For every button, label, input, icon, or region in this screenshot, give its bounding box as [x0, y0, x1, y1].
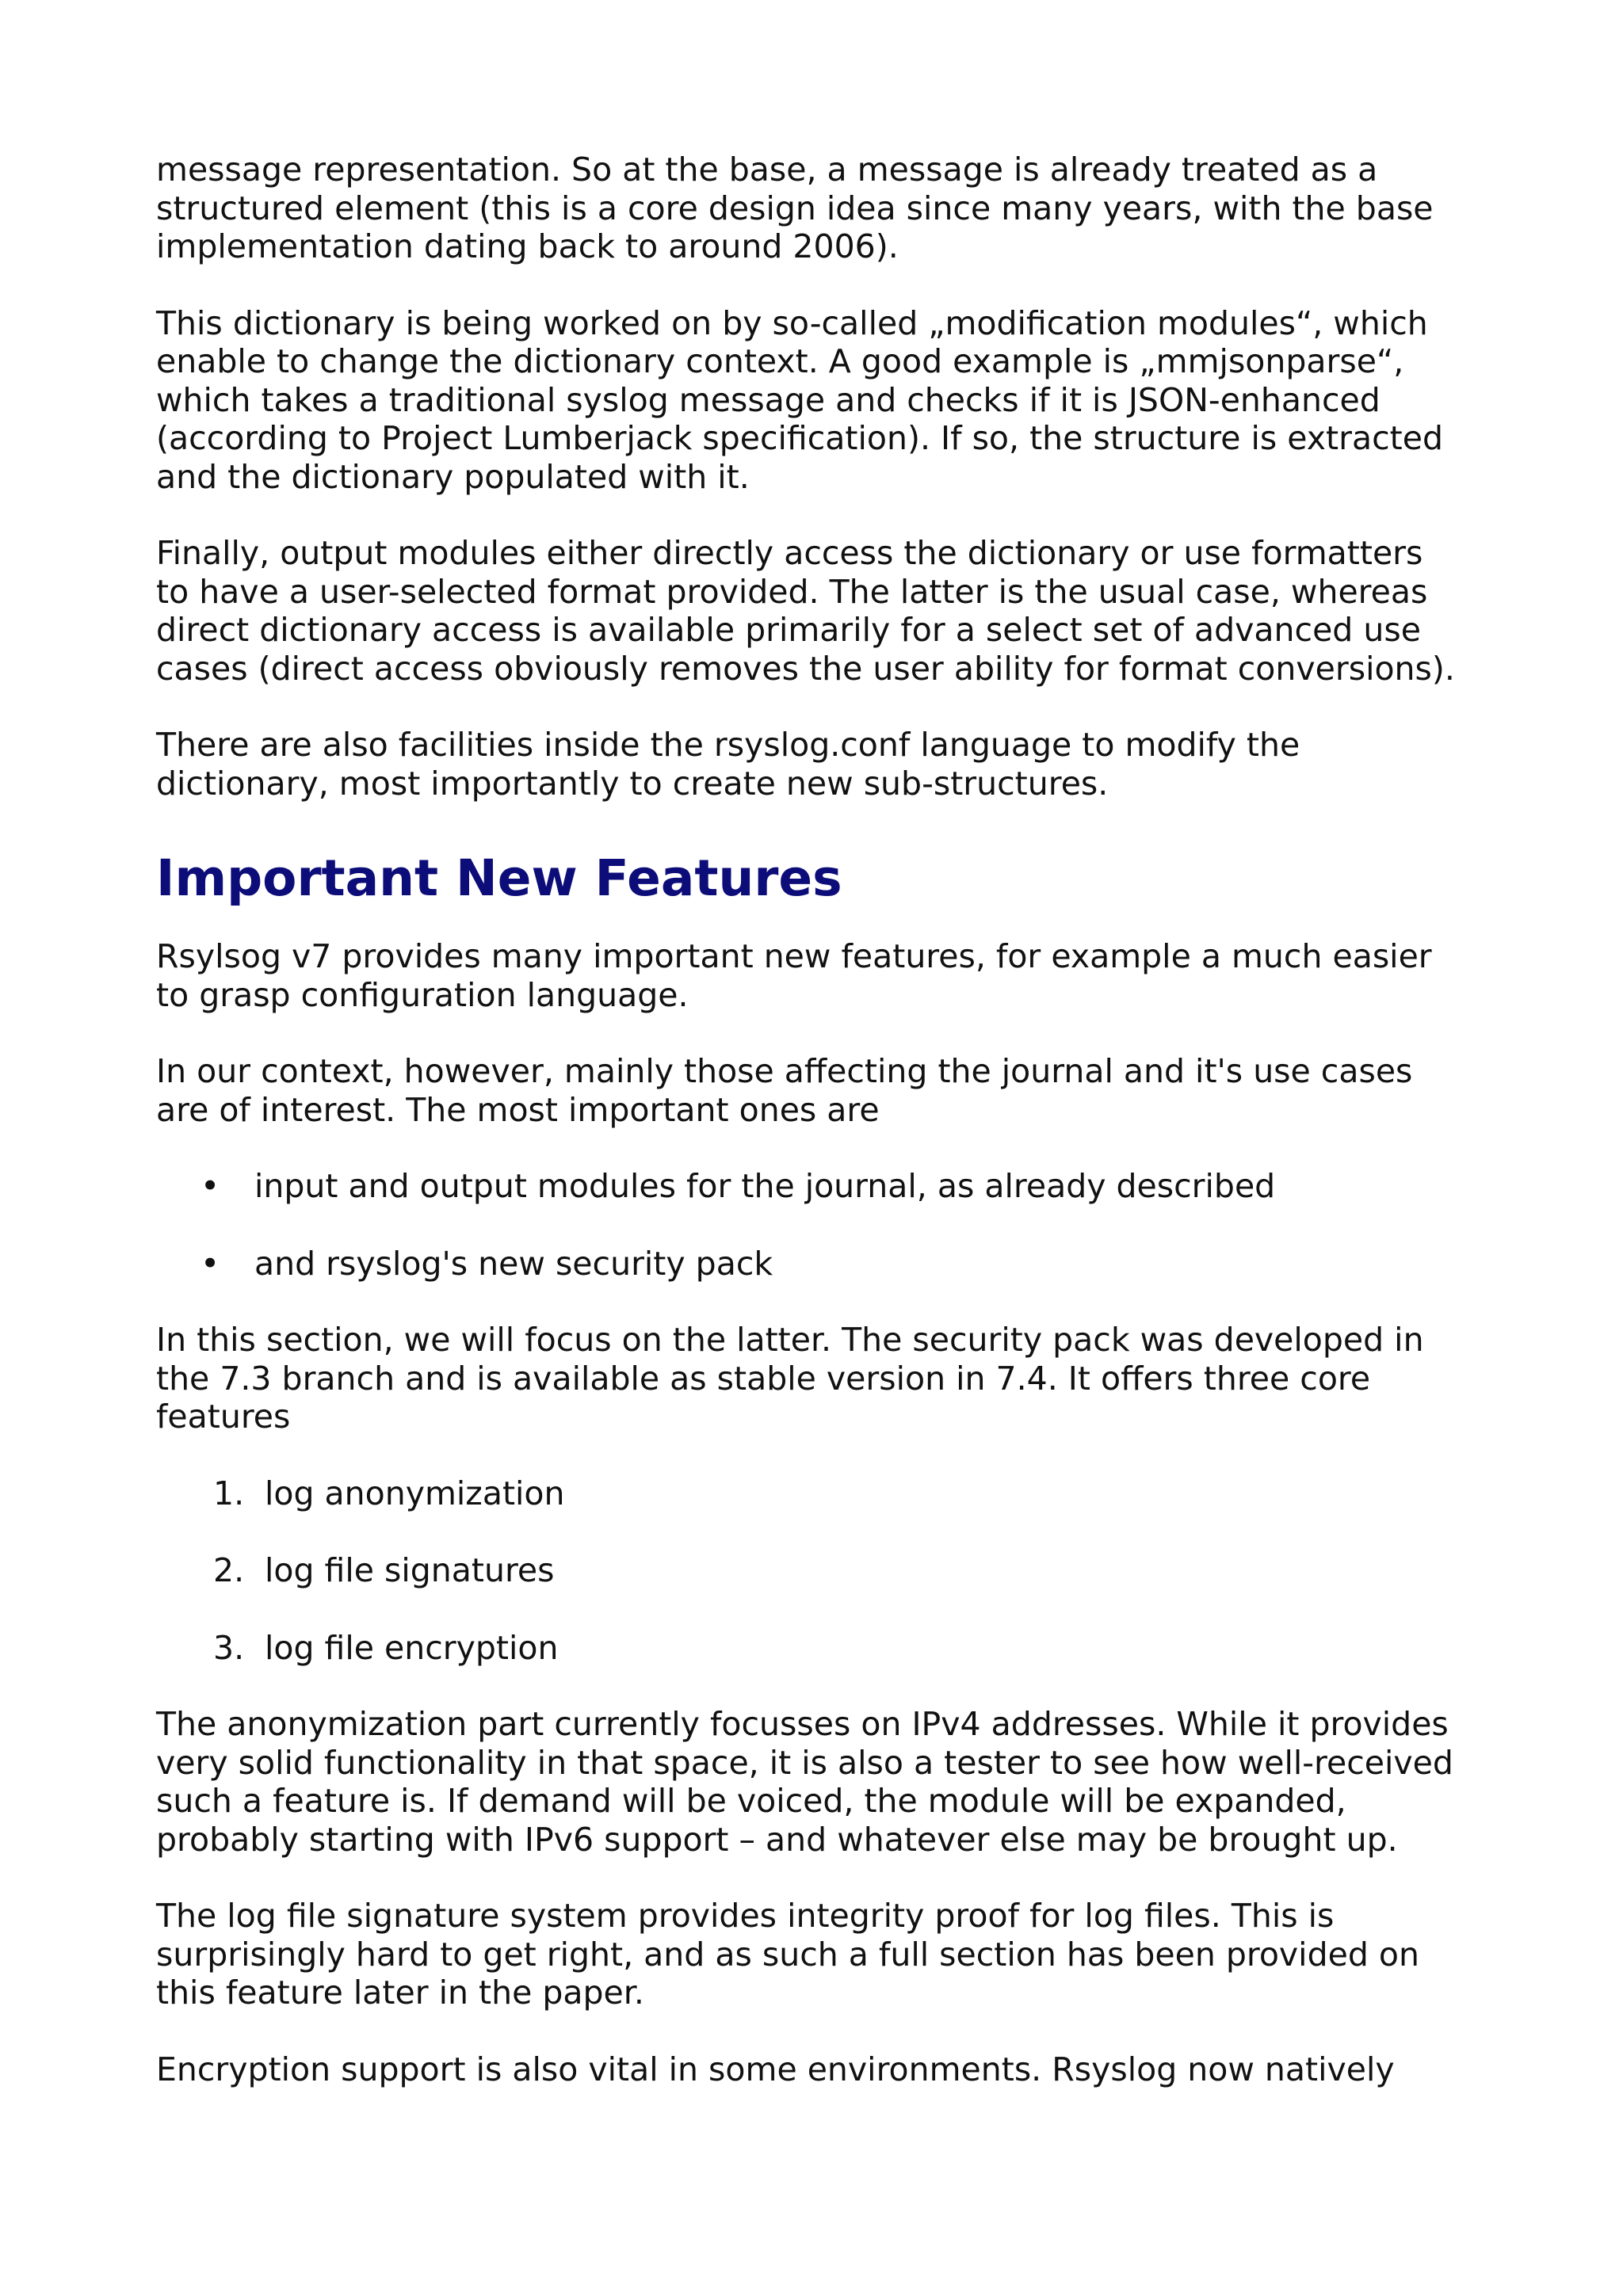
paragraph-anonymization: The anonymization part currently focusses on IPv4 addresses. While it provides very solid functionality in that space, it is also a tester to see how well-received such a feature is. If demand will be voiced, the module will be expanded, probably starting with IPv6 support – and whatever else may be brought up.	[156, 1705, 1453, 1859]
bullet-item-text: input and output modules for the journal, as already described	[254, 1167, 1276, 1205]
paragraph-v7-features: Rsylsog v7 provides many important new features, for example a much easier to grasp configuration language.	[156, 937, 1432, 1014]
bullet-item-text: and rsyslog's new security pack	[254, 1244, 773, 1283]
numbered-item	[156, 1629, 1503, 1668]
item-number: 1.	[213, 1474, 245, 1512]
paragraph-modification-modules: This dictionary is being worked on by so-called „modification modules“, which enable to change the dictionary context. A good example is „mmjsonparse“, which takes a traditional syslog message and checks if it is JSON-enhanced (according to Project Lumberjack specification). If so, the structure is extracted and the dictionary populated with it.	[156, 303, 1443, 496]
numbered-list	[156, 1474, 1503, 1668]
bullet-item	[156, 1167, 1503, 1206]
numbered-item-text: log file signatures	[265, 1551, 555, 1589]
numbered-item	[156, 1551, 1503, 1590]
paragraph-context: In our context, however, mainly those affecting the journal and it's use cases are of interest. The most important ones are	[156, 1052, 1413, 1129]
item-number: 3.	[213, 1628, 245, 1667]
bullet-item	[156, 1245, 1503, 1283]
numbered-item	[156, 1474, 1503, 1513]
document-body	[156, 151, 1503, 2126]
item-number: 2.	[213, 1551, 245, 1589]
section-heading: Important New Features	[156, 849, 842, 907]
bullet-marker: •	[200, 1244, 220, 1283]
paragraph-security-pack: In this section, we will focus on the latter. The security pack was developed in the 7.3 branch and is available as stable version in 7.4. It offers three core features	[156, 1321, 1424, 1436]
numbered-item-text: log file encryption	[265, 1628, 559, 1667]
bullet-list	[156, 1167, 1503, 1283]
paragraph-rsyslog-conf: There are also facilities inside the rsyslog.conf language to modify the dictionary, most importantly to create new sub-structures.	[156, 726, 1300, 803]
paragraph-signature-system: The log file signature system provides integrity proof for log files. This is surprisingly hard to get right, and as such a full section has been provided on this feature later in the paper.	[156, 1897, 1419, 2012]
paragraph-message-representation: message representation. So at the base, a message is already treated as a structured element (this is a core design idea since many years, with the base implementation dating back to around 2006).	[156, 151, 1434, 265]
paragraph-output-modules: Finally, output modules either directly access the dictionary or use formatters to have a user-selected format provided. The latter is the usual case, whereas direct dictionary access is available primarily for a select set of advanced use cases (direct access obviously removes the user ability for format conversions).	[156, 534, 1455, 688]
paragraph-encryption: Encryption support is also vital in some environments. Rsyslog now natively	[156, 2050, 1395, 2088]
numbered-item-text: log anonymization	[265, 1474, 565, 1512]
bullet-marker: •	[200, 1167, 220, 1205]
